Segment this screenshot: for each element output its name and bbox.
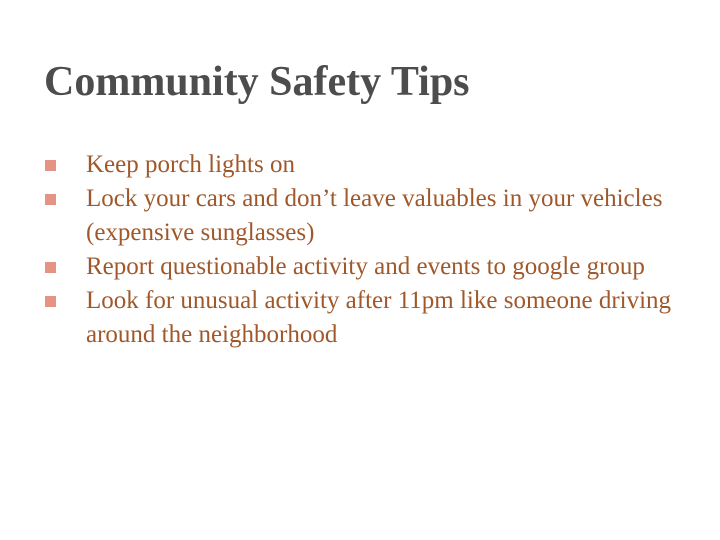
slide-title: Community Safety Tips xyxy=(44,59,470,105)
square-bullet-icon xyxy=(45,262,56,273)
list-item xyxy=(44,284,694,352)
list-item xyxy=(44,182,694,250)
square-bullet-icon xyxy=(45,160,56,171)
bullet-text: Look for unusual activity after 11pm like someone driving around the neighborhood xyxy=(86,287,672,348)
list-item xyxy=(44,250,694,284)
list-item xyxy=(44,148,694,182)
bullet-text: Lock your cars and don’t leave valuables in your vehicles (expensive sunglasses) xyxy=(86,185,663,246)
square-bullet-icon xyxy=(45,194,56,205)
square-bullet-icon xyxy=(45,296,56,307)
bullet-text: Report questionable activity and events to google group xyxy=(86,253,645,280)
bullet-list xyxy=(44,148,694,352)
bullet-text: Keep porch lights on xyxy=(86,151,295,178)
